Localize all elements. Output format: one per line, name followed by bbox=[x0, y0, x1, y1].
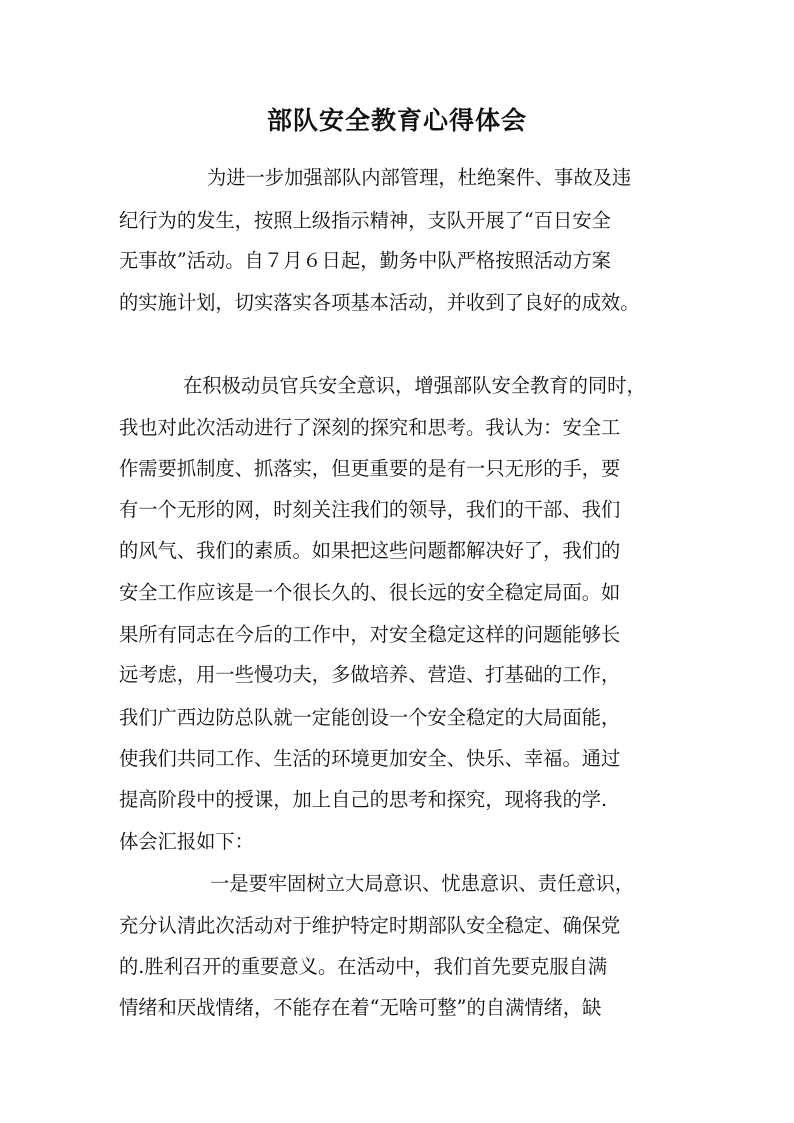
paragraph-3-line-4: 情绪和厌战情绪，不能存在着“无啥可整”的自满情绪，缺 bbox=[119, 996, 602, 1019]
paragraph-1-line-2: 纪行为的发生，按照上级指示精神，支队开展了“百日安全 bbox=[119, 209, 611, 232]
paragraph-3-line-3: 的.胜利召开的重要意义。在活动中，我们首先要克服自满 bbox=[119, 955, 608, 978]
paragraph-2-line-2: 我也对此次活动进行了深刻的探究和思考。我认为：安全工 bbox=[119, 416, 621, 439]
paragraph-1-line-4: 的实施计划，切实落实各项基本活动，并收到了良好的成效。 bbox=[119, 291, 640, 314]
paragraph-2-line-8: 远考虑，用一些慢功夫，多做培养、营造、打基础的工作， bbox=[119, 663, 621, 686]
paragraph-2-line-1: 在积极动员官兵安全意识，增强部队安全教育的同时， bbox=[183, 374, 646, 397]
paragraph-2-line-6: 安全工作应该是一个很长久的、很长远的安全稳定局面。如 bbox=[119, 581, 621, 604]
paragraph-2-line-7: 果所有同志在今后的工作中，对安全稳定这样的问题能够长 bbox=[119, 623, 621, 646]
paragraph-1-line-1: 为进一步加强部队内部管理，杜绝案件、事故及违 bbox=[207, 166, 632, 189]
paragraph-2-line-3: 作需要抓制度、抓落实，但更重要的是有一只无形的手，要 bbox=[119, 457, 621, 480]
document-title: 部队安全教育心得体会 bbox=[266, 106, 527, 135]
paragraph-1-line-3: 无事故”活动。自７月６日起，勤务中队严格按照活动方案 bbox=[119, 249, 611, 272]
paragraph-3-line-2: 充分认清此次活动对于维护特定时期部队安全稳定、确保党 bbox=[119, 914, 621, 937]
paragraph-2-line-10: 使我们共同工作、生活的环境更加安全、快乐、幸福。通过 bbox=[119, 747, 621, 770]
paragraph-3-line-1: 一是要牢固树立大局意识、忧患意识、责任意识， bbox=[210, 872, 635, 895]
paragraph-2-line-11: 提高阶段中的授课，加上自己的思考和探究，现将我的学. bbox=[119, 788, 608, 811]
paragraph-2-line-4: 有一个无形的网，时刻关注我们的领导，我们的干部、我们 bbox=[119, 498, 621, 521]
paragraph-2-line-12: 体会汇报如下： bbox=[119, 830, 254, 853]
paragraph-2-line-5: 的风气、我们的素质。如果把这些问题都解决好了，我们的 bbox=[119, 539, 621, 562]
paragraph-2-line-9: 我们广西边防总队就一定能创设一个安全稳定的大局面能， bbox=[119, 706, 621, 729]
